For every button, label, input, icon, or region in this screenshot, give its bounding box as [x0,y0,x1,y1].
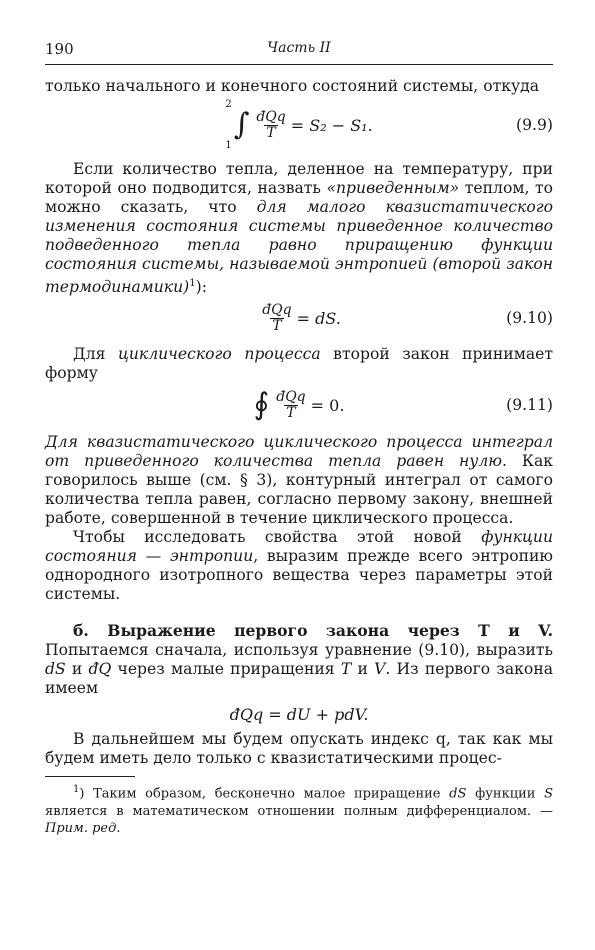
fraction-denominator: T [266,124,276,141]
paragraph-2 [45,160,553,297]
text-span: Попытаемся сначала, используя уравнение (9.10), выразить [45,641,553,660]
paragraph-6 [45,621,553,698]
italic-term: функции состояния — энтропии [45,528,553,566]
page-number: 190 [45,40,74,58]
fraction-numerator: đQq [276,388,306,405]
lower-limit: 1 [225,140,232,151]
footnote-ref: 1 [189,278,196,289]
text-span: функции [466,786,545,802]
upper-limit: 2 [225,99,232,110]
contour-integral-sign: ∮ [253,387,270,423]
text-span: и [65,660,89,679]
fraction [254,110,287,141]
equation-rhs: = S₂ − S₁. [290,115,373,135]
fraction-numerator: đQq [256,108,286,125]
text-span: , выразим прежде всего энтропию однородного изотропного вещества через параметры этой системы. [45,547,553,604]
fraction-denominator: T [272,317,282,334]
section-heading: б. Выражение первого закона через T и V. [73,621,553,641]
text-span: ) Таким образом, бесконечно малое приращение [79,786,450,802]
paragraph-3 [45,345,553,383]
integral-limits [225,99,231,151]
equation-first-law [45,698,553,730]
text-span: . Из первого закона имеем [45,660,554,698]
paragraph-5 [45,528,553,604]
book-page [45,40,553,837]
text-span: второй закон принимает форму [45,345,553,383]
equation-rhs: = dS. [296,308,341,328]
equation-9-10 [45,297,553,339]
paragraph-4 [45,433,553,528]
equation-number: (9.11) [506,396,553,415]
math-symbol: S [544,786,553,802]
equation-rhs: = 0. [310,395,345,415]
header-rule [45,64,553,65]
equation-9-9 [45,96,553,154]
text-span: Если количество тепла, деленное на температуру, при которой оно подводится, назвать [45,160,553,197]
fraction [274,390,307,421]
italic-term: «приведенным» [326,179,460,197]
page-header [45,40,553,62]
equation-number: (9.9) [516,116,553,134]
italic-statement: для малого квазистатического изменения состояния системы приведенное количество подведенного тепла равно приращению функции состояния системы, называемой энтропией (второй закон термодинамики) [45,198,554,297]
paragraph-7: В дальнейшем мы будем опускать индекс q, так как мы будем иметь дело только с квазистатическими процес- [45,730,553,768]
text-span: является в математическом отношении полным дифференциалом. — [45,803,553,819]
text-span: и [351,660,375,679]
equation-body: đQq = dU + pdV. [229,704,369,724]
fraction [260,303,293,334]
footnote-mark: 1 [73,784,80,796]
text-span: Для [73,345,118,364]
math-symbol: V [374,660,386,679]
footnote [45,781,553,836]
editor-note: Прим. ред. [45,820,121,836]
italic-term: циклического процесса [117,345,321,364]
math-symbol: dS [449,786,467,802]
math-symbol: đQ [88,660,112,679]
text-span: Чтобы исследовать свойства этой новой [73,528,482,547]
text-span: теплом, то можно сказать, что [45,179,554,216]
text-span: через малые приращения [111,660,341,679]
fraction-denominator: T [286,404,296,421]
fraction-numerator: đQq [262,301,292,318]
equation-number: (9.10) [506,309,553,328]
italic-statement: Для квазистатического циклического процесса интеграл от приведенного количества тепла равен нулю. [45,433,553,471]
math-symbol: T [340,660,352,679]
integral-sign: ∫ [233,107,250,142]
text-span: ): [195,278,207,297]
equation-9-11 [45,383,553,427]
text-span: Как говорилось выше (см. § 3), контурный интеграл от самого количества тепла равен, согласно первому закону, внешней работе, совершенной в течение циклического процесса. [45,452,553,528]
math-symbol: dS [45,660,66,679]
paragraph-1: только начального и конечного состояний системы, откуда [45,77,540,95]
footnote-rule [45,776,135,777]
running-title: Часть II [267,40,331,56]
